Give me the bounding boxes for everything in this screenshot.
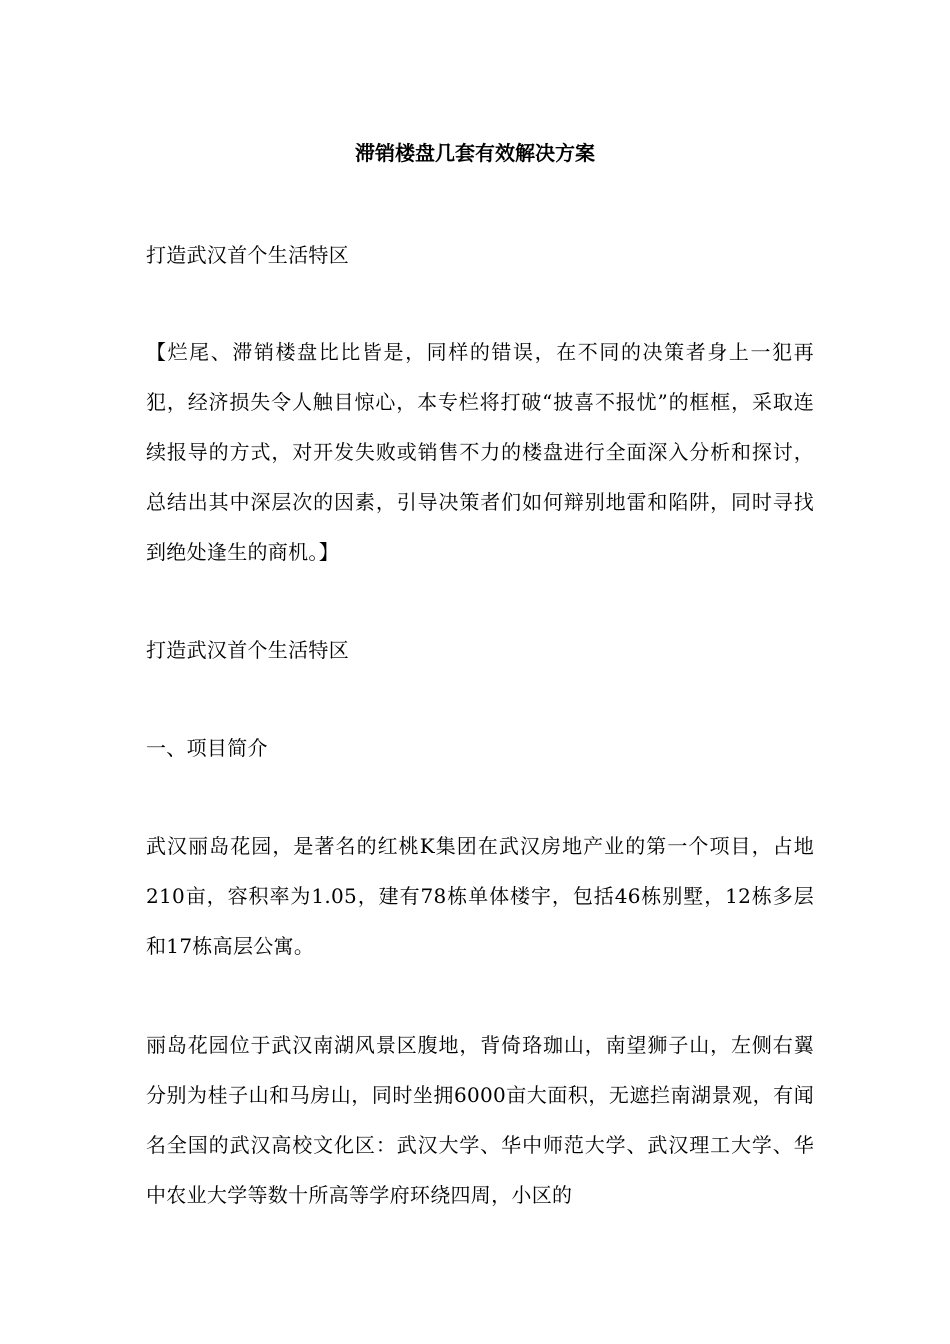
intro-paragraph: 【烂尾、滞销楼盘比比皆是，同样的错误，在不同的决策者身上一犯再犯，经济损失令人触目惊心，本专栏将打破“披喜不报忧”的框框，采取连续报导的方式，对开发失败或销售不力的楼盘进行全面深入分析和探讨，总结出其中深层次的因素，引导决策者们如何辩别地雷和陷阱，同时寻找到绝处逢生的商机。】 bbox=[146, 340, 814, 564]
body-paragraph: 丽岛花园位于武汉南湖风景区腹地，背倚珞珈山，南望狮子山，左侧右翼分别为桂子山和马房山，同时坐拥6000亩大面积，无遮拦南湖景观，有闻名全国的武汉高校文化区：武汉大学、华中师范大学、武汉理工大学、华中农业大学等数十所高等学府环绕四周，小区的 bbox=[146, 1033, 814, 1207]
body-paragraph: 武汉丽岛花园，是著名的红桃K集团在武汉房地产业的第一个项目，占地210亩，容积率为1.05，建有78栋单体楼宇，包括46栋别墅，12栋多层和17栋高层公寓。 bbox=[146, 834, 814, 958]
document-title: 滞销楼盘几套有效解决方案 bbox=[355, 141, 595, 165]
section-heading: 打造武汉首个生活特区 bbox=[146, 638, 349, 662]
subsection-heading: 一、项目简介 bbox=[146, 736, 268, 760]
section-heading: 打造武汉首个生活特区 bbox=[146, 243, 349, 267]
